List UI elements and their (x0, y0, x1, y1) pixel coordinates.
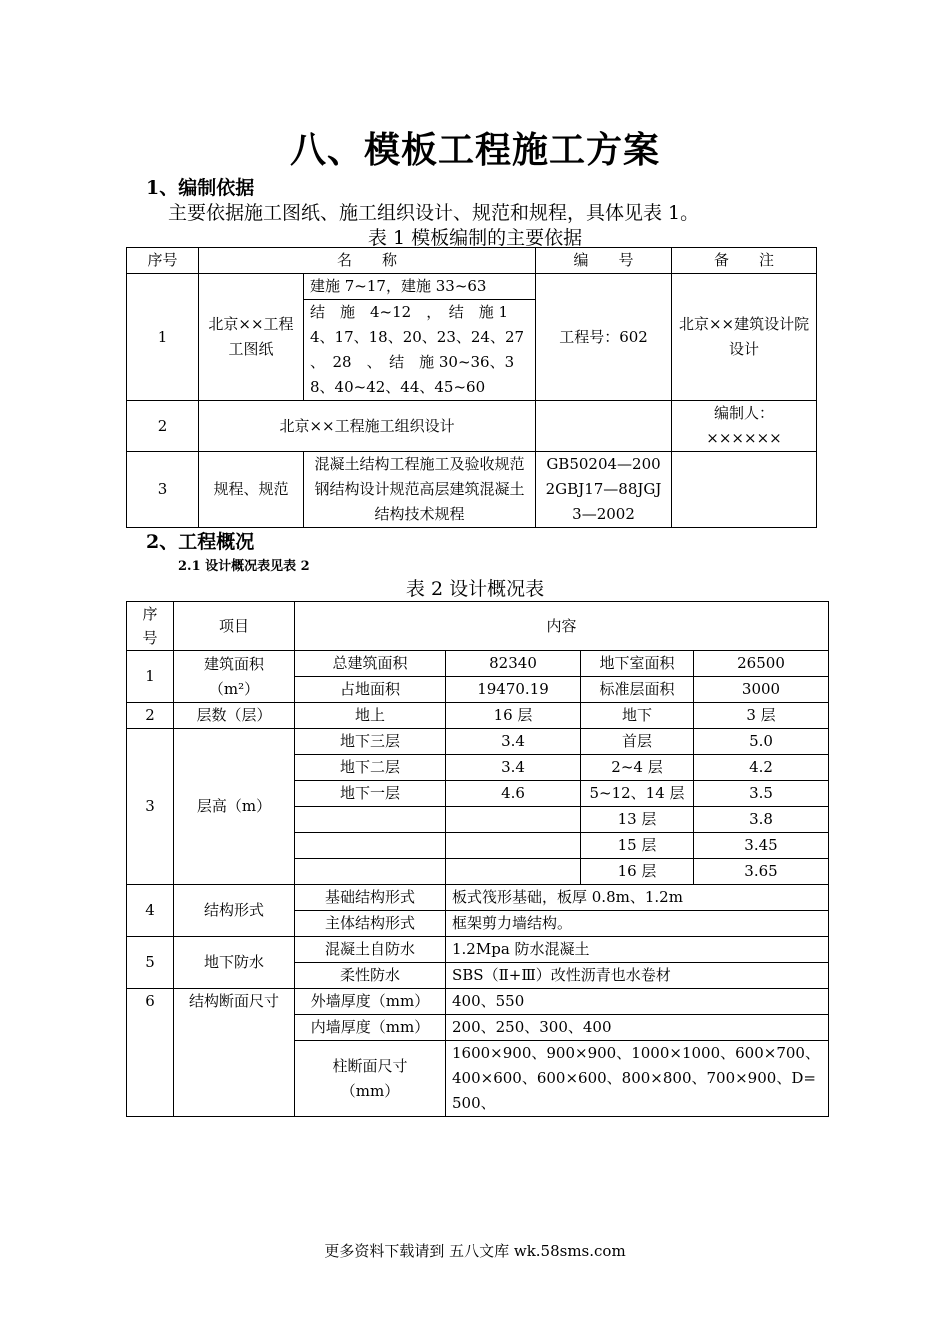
table-cell (295, 807, 446, 833)
table-row (127, 937, 829, 963)
table-cell: 柔性防水 (295, 963, 446, 989)
table-cell: 层数（层） (174, 703, 295, 729)
table-cell: 3 (127, 729, 174, 885)
table-row (127, 703, 829, 729)
table-cell: 结构形式 (174, 885, 295, 937)
table-cell: 规程、规范 (199, 452, 304, 528)
table-cell: 框架剪力墙结构。 (446, 911, 829, 937)
table-cell: 3.4 (446, 729, 581, 755)
table-cell: 3.45 (694, 833, 829, 859)
table-cell: 北京××工程工图纸 (199, 274, 304, 401)
basis-table (126, 247, 817, 528)
header-cell: 内容 (295, 602, 829, 651)
table-cell: 混凝土结构工程施工及验收规范钢结构设计规范高层建筑混凝土结构技术规程 (304, 452, 536, 528)
table-cell: 6 (127, 989, 174, 1117)
table-cell: 5 (127, 937, 174, 989)
header-cell: 名 称 (199, 248, 536, 274)
unit-label: （m²） (208, 679, 260, 698)
table-cell: 外墙厚度（mm） (295, 989, 446, 1015)
table-cell: 3 (127, 452, 199, 528)
table-cell: 3.8 (694, 807, 829, 833)
table-cell: 内墙厚度（mm） (295, 1015, 446, 1041)
table-cell: 主体结构形式 (295, 911, 446, 937)
table-cell: 地下二层 (295, 755, 446, 781)
table-cell: 82340 (446, 651, 581, 677)
subsection-heading: 2.1 设计概况表见表 2 (178, 559, 310, 574)
table-cell: 2 (127, 703, 174, 729)
table-cell (672, 452, 817, 528)
document-title: 八、模板工程施工方案 (289, 129, 660, 171)
table2-caption: 表 2 设计概况表 (405, 578, 545, 600)
table-cell (295, 833, 446, 859)
table-cell: 3.5 (694, 781, 829, 807)
table-cell: 4.6 (446, 781, 581, 807)
table-cell: 工程号：602 (536, 274, 672, 401)
table-cell (446, 859, 581, 885)
section-heading-overview: 2、工程概况 (146, 531, 255, 553)
table-row (127, 885, 829, 911)
table-cell: 结 施 4~12 ， 结 施 14、17、18、20、23、24、27 、 28 、 结 施 30~36、38、40~42、44、45~60 (304, 300, 536, 401)
table-cell: 400、550 (446, 989, 829, 1015)
section-heading-basis: 1、编制依据 (146, 177, 255, 199)
table-cell: SBS（Ⅱ+Ⅲ）改性沥青也水卷材 (446, 963, 829, 989)
table-row (127, 651, 829, 677)
table-cell: GB50204—2002GBJ17—88JGJ3—2002 (536, 452, 672, 528)
table-cell: 13 层 (581, 807, 694, 833)
table-cell: 4 (127, 885, 174, 937)
table-cell: 建施 7~17，建施 33~63 (304, 274, 536, 300)
item-label: 建筑面积 (203, 654, 264, 673)
table-cell: 2 (127, 401, 199, 452)
table-cell: 200、250、300、400 (446, 1015, 829, 1041)
table-cell: 3000 (694, 677, 829, 703)
table-cell: 占地面积 (295, 677, 446, 703)
table-cell (174, 651, 295, 703)
table-cell: 26500 (694, 651, 829, 677)
table-cell: 层高（m） (174, 729, 295, 885)
table-cell: 3 层 (694, 703, 829, 729)
table-cell (446, 833, 581, 859)
table-cell: 地下 (581, 703, 694, 729)
table-cell: 19470.19 (446, 677, 581, 703)
table1-caption: 表 1 模板编制的主要依据 (367, 227, 583, 249)
table-cell: 5.0 (694, 729, 829, 755)
table-row (127, 989, 829, 1015)
table-cell: 北京××工程施工组织设计 (199, 401, 536, 452)
table-cell: 1 (127, 274, 199, 401)
table-cell: 1600×900、900×900、1000×1000、600×700、400×600、600×600、800×800、700×900、D=500、 (446, 1041, 829, 1117)
table-row (127, 401, 817, 452)
table-row (127, 729, 829, 755)
table-cell: 板式筏形基础，板厚 0.8m、1.2m (446, 885, 829, 911)
table-cell: 4.2 (694, 755, 829, 781)
table-cell: 2~4 层 (581, 755, 694, 781)
table-cell: 1 (127, 651, 174, 703)
header-cell: 编 号 (536, 248, 672, 274)
table-cell: 编制人：×××××× (672, 401, 817, 452)
table-cell: 结构断面尺寸 (174, 989, 295, 1117)
table-cell: 地下防水 (174, 937, 295, 989)
table-row (127, 274, 817, 300)
table-cell: 15 层 (581, 833, 694, 859)
table-cell: 地上 (295, 703, 446, 729)
table-cell: 5~12、14 层 (581, 781, 694, 807)
table-cell: 总建筑面积 (295, 651, 446, 677)
header-cell: 备 注 (672, 248, 817, 274)
table-cell: 标准层面积 (581, 677, 694, 703)
table-cell: 地下室面积 (581, 651, 694, 677)
table-cell (446, 807, 581, 833)
table-cell (295, 859, 446, 885)
table-header-row (127, 602, 829, 651)
basis-paragraph: 主要依据施工图纸、施工组织设计、规范和规程，具体见表 1。 (168, 202, 700, 224)
table-cell: 16 层 (581, 859, 694, 885)
table-cell: 16 层 (446, 703, 581, 729)
table-cell (536, 401, 672, 452)
table-cell: 地下一层 (295, 781, 446, 807)
header-cell: 序号 (127, 602, 174, 651)
page-footer: 更多资料下载请到 五八文库 wk.58sms.com (324, 1242, 626, 1260)
table-row (127, 452, 817, 528)
table-cell: 北京××建筑设计院设计 (672, 274, 817, 401)
table-cell: 混凝土自防水 (295, 937, 446, 963)
table-header-row (127, 248, 817, 274)
table-cell: 地下三层 (295, 729, 446, 755)
header-cell: 序号 (127, 248, 199, 274)
table-cell: 3.65 (694, 859, 829, 885)
table-cell: 基础结构形式 (295, 885, 446, 911)
design-overview-table (126, 601, 829, 1117)
table-cell: 1.2Mpa 防水混凝土 (446, 937, 829, 963)
table-cell: 柱断面尺寸（mm） (295, 1041, 446, 1117)
header-cell: 项目 (174, 602, 295, 651)
table-cell: 3.4 (446, 755, 581, 781)
table-cell: 首层 (581, 729, 694, 755)
